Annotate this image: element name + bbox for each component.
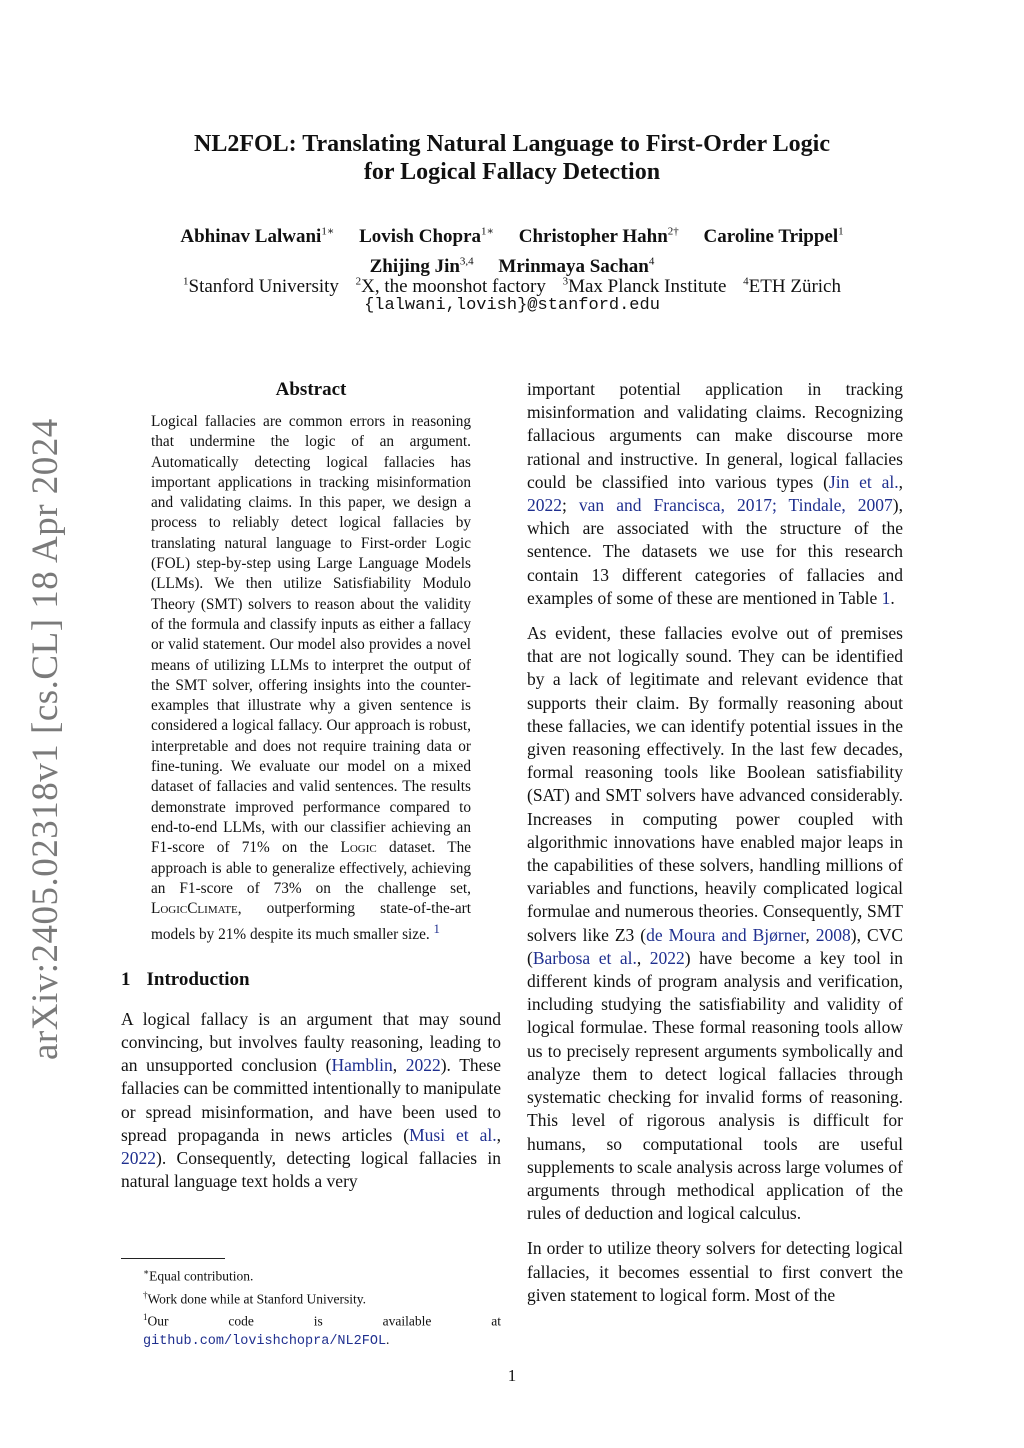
- body-paragraph: As evident, these fallacies evolve out of premises that are not logically sound. They can be identified by a lack of legitimate and relevant evidence that supports their claim. By formally reasoning about these fallacies, we can identify potential issues in the given reasoning effectively. In the last few decades, formal reasoning tools like Boolean satisfiability (SAT) and SMT solvers have advanced considerably. Increases in computing power coupled with algorithmic innovations have enabled major leaps in the capabilities of these solvers, handling millions of variables and functions, heavily complicated logical formulae and numerous theories. Consequently, SMT solvers like Z3 (de Moura and Bjørner, 2008), CVC (Barbosa et al., 2022) have become a key tool in different kinds of program analysis and verification, including studying the satisfiability and validity of logical formulae. These formal reasoning tools allow us to precisely represent arguments symbolically and analyze them to detect logical fallacies through systematic checking for invalid forms of reasoning. This level of rigorous analysis is difficult for humans, so computational tools are useful supplements to scale analysis across large volumes of arguments through methodical application of the rules of deduction and logical calculus.: [527, 623, 904, 1224]
- code-repository-link[interactable]: github.com/lovishchopra/NL2FOL: [143, 1333, 387, 1349]
- affiliation: $^2$X, the moonshot factory: [355, 276, 546, 298]
- page-number: 1: [507, 1366, 517, 1385]
- footnote-work-done: †Work done while at Stanford University.: [143, 1289, 366, 1306]
- footnotes: [121, 1258, 501, 1351]
- affiliation: $^3$Max Planck Institute: [562, 276, 727, 298]
- arxiv-identifier-stamp: arXiv:2405.02318v1 [cs.CL] 18 Apr 2024: [25, 418, 66, 1060]
- author-row-1: [0, 220, 1024, 249]
- right-column: [527, 378, 903, 1307]
- affiliation: $^1$Stanford University: [183, 276, 339, 298]
- footnote-equal-contribution: ∗Equal contribution.: [143, 1267, 254, 1284]
- citation-link[interactable]: Tindale: [788, 495, 842, 516]
- abstract-body: Logical fallacies are common errors in reasoning that undermine the logic of an argument. Automatically detecting logical fallacies has important applications in tracking misinformation and validating claims. In this paper, we design a process to reliably detect logical fallacies by translating natural language to First-order Logic (FOL) step-by-step using Large Language Models (LLMs). We then utilize Satisfiability Modulo Theory (SMT) solvers to reason about the validity of the formula and classify inputs as either a fallacy or valid statement. Our model also provides a novel means of utilizing LLMs to interpret the output of the SMT solver, offering insights into the counter-examples that illustrate why a given sentence is considered a logical fallacy. Our approach is robust, interpretable and does not require training data or fine-tuning. We evaluate our model on a mixed dataset of fallacies and valid sentences. The results demonstrate improved performance compared to end-to-end LLMs, with our classifier achieving an F1-score of 71% on the Logic dataset. The approach is able to generalize effectively, achieving an F1-score of 73% on the challenge set, LogicClimate, outperforming state-of-the-art models by 21% despite its much smaller size. $^1$: [151, 413, 472, 944]
- title-line-1: NL2FOL: Translating Natural Language to First-Order Logic: [194, 131, 830, 157]
- left-column: [121, 378, 501, 1193]
- author-name: Caroline Trippel$^1$: [703, 226, 844, 248]
- citation-year-link[interactable]: 2017: [736, 495, 772, 516]
- footnote-code-availability: $^1$Our code is available at github.com/lovishchopra/NL2FOL.: [143, 1312, 501, 1349]
- author-name: Lovish Chopra$^{1∗}$: [359, 226, 494, 248]
- paper-title: [0, 130, 1024, 186]
- body-paragraph: In order to utilize theory solvers for detecting logical fallacies, it becomes essential to first convert the given statement to logical form. Most of the: [527, 1238, 903, 1305]
- title-line-2: for Logical Fallacy Detection: [363, 159, 661, 185]
- footnote-divider: [121, 1258, 225, 1259]
- citation-year-link[interactable]: 2007: [857, 495, 893, 516]
- section-heading-introduction: 1 Introduction: [121, 968, 250, 990]
- citation-link[interactable]: Barbosa et al.: [532, 947, 637, 968]
- citation-year-link[interactable]: 2022: [527, 495, 562, 516]
- author-name: Abhinav Lalwani$^{1∗}$: [180, 226, 335, 248]
- citation-year-link[interactable]: 2008: [815, 924, 851, 945]
- citation-link[interactable]: Musi et al.: [409, 1124, 497, 1145]
- table-reference-link[interactable]: 1: [881, 587, 891, 608]
- citation-year-link[interactable]: 2022: [121, 1148, 156, 1169]
- affiliation: $^4$ETH Zürich: [743, 276, 841, 298]
- citation-link[interactable]: de Moura and Bjørner: [646, 924, 806, 945]
- author-name: Mrinmaya Sachan$^4$: [498, 255, 655, 277]
- citation-link[interactable]: van and Francisca: [578, 495, 721, 516]
- logic-dataset-name: Logic: [340, 839, 377, 857]
- citation-year-link[interactable]: 2022: [405, 1055, 441, 1076]
- logicclimate-dataset-name: LogicClimate: [151, 900, 238, 918]
- abstract-heading: Abstract: [275, 379, 347, 400]
- intro-paragraph: A logical fallacy is an argument that may sound convincing, but involves faulty reasoning, leading to an unsupported conclusion (Hamblin, 2022). These fallacies can be committed intentionally to manipulate or spread misinformation, and have been used to spread propaganda in news articles (Musi et al., 2022). Consequently, detecting logical fallacies in natural language text holds a very: [121, 1008, 502, 1192]
- citation-link[interactable]: Hamblin: [331, 1055, 393, 1076]
- author-name: Christopher Hahn$^{2\dagger}$: [518, 226, 679, 248]
- body-paragraph: important potential application in tracking misinformation and validating claims. Recognizing fallacious arguments can make discourse more rational and instructive. In general, logical fallacies could be classified into various types (Jin et al., 2022; van and Francisca, 2017; Tindale, 2007), which are associated with the structure of the sentence. The datasets we use for this research contain 13 different categories of fallacies and examples of some of these are mentioned in Table 1.: [527, 379, 903, 608]
- citation-year-link[interactable]: 2022: [649, 947, 685, 968]
- author-name: Zhijing Jin$^{3,4}$: [369, 255, 474, 277]
- citation-link[interactable]: Jin et al.: [828, 471, 899, 492]
- author-email: {lalwani,lovish}@stanford.edu: [364, 296, 660, 315]
- footnote-marker-link[interactable]: 1: [433, 922, 440, 937]
